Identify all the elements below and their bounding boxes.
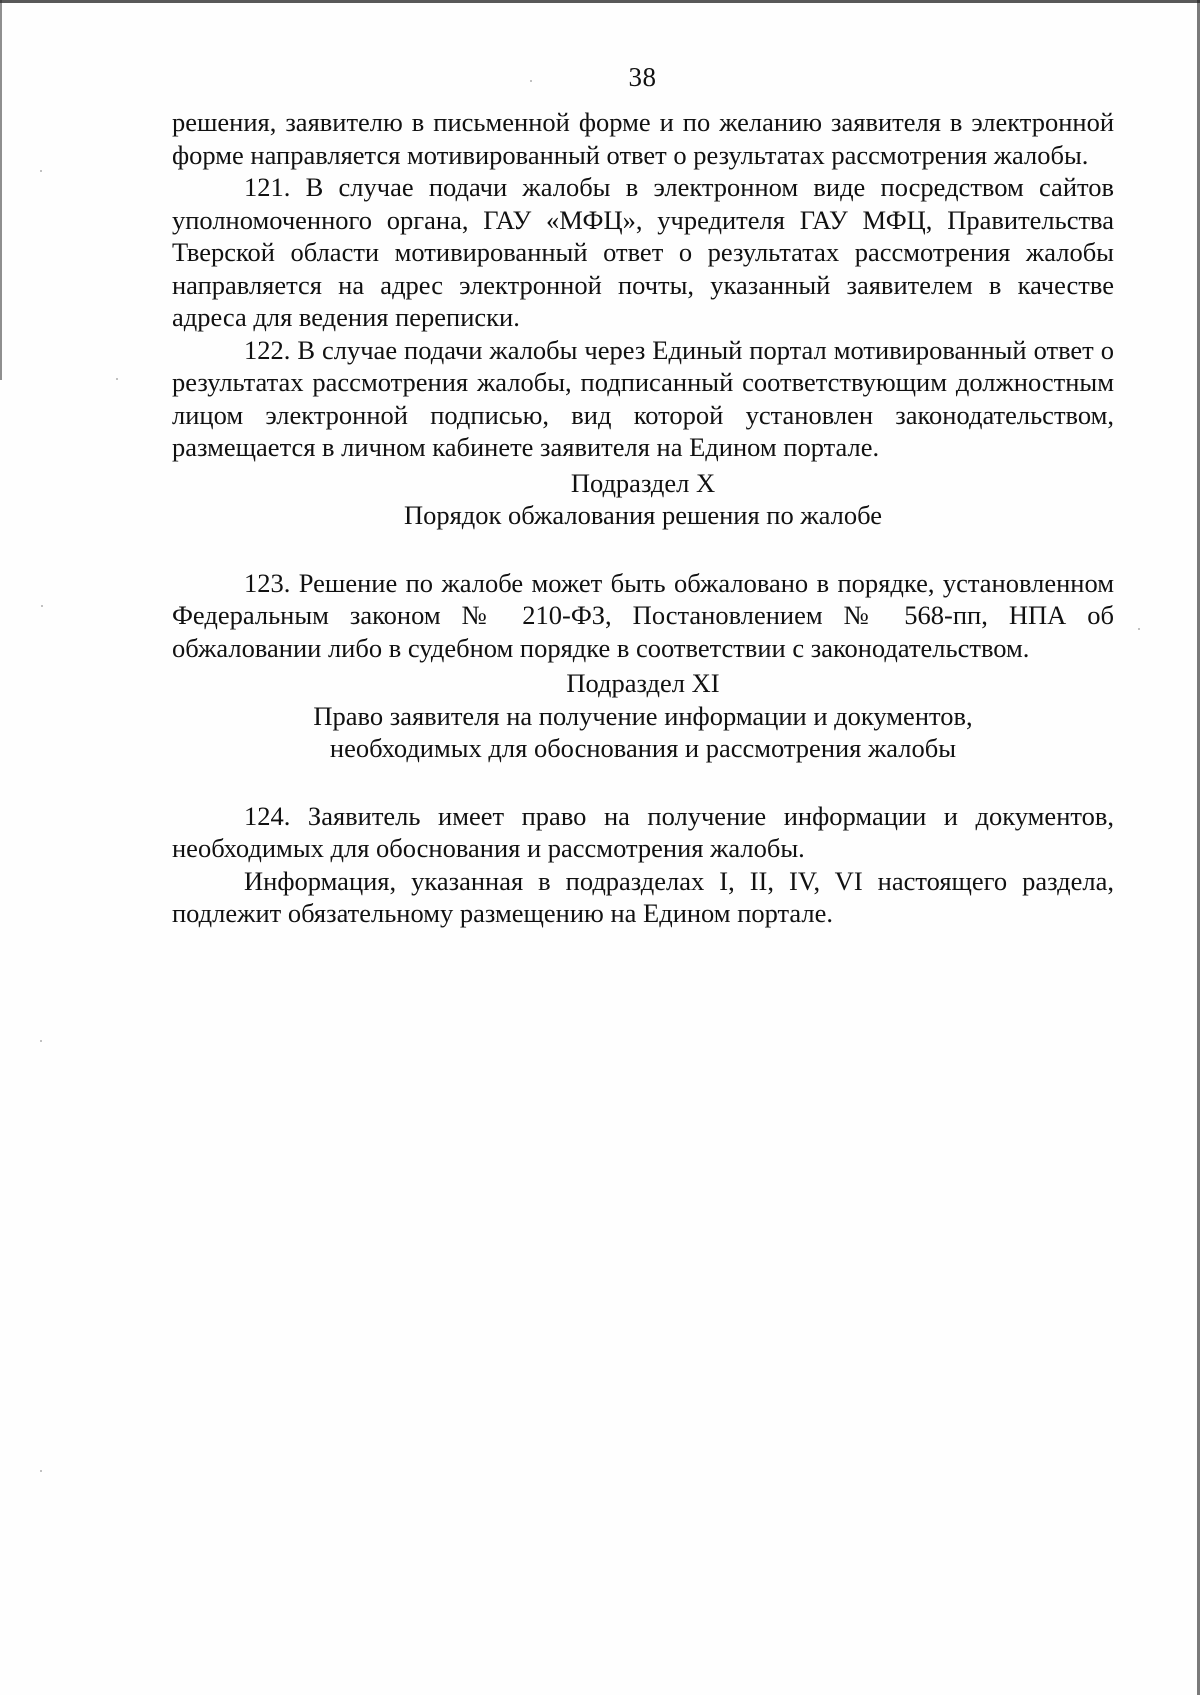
subsection-title: необходимых для обоснования и рассмотрения жалобы bbox=[329, 733, 957, 763]
body-paragraph: 123. Решение по жалобе может быть обжаловано в порядке, установленном Федеральным законом № 210-ФЗ, Постановлением № 568-пп, НПА об обжаловании либо в судебном порядке в соответствии с законодательством. bbox=[172, 567, 1114, 663]
body-paragraph: 124. Заявитель имеет право на получение информации и документов, необходимых для обоснования и рассмотрения жалобы. bbox=[172, 800, 1114, 863]
scan-edge-left bbox=[0, 0, 2, 380]
subsection-number: Подраздел XI bbox=[566, 668, 720, 698]
scan-speck bbox=[41, 605, 43, 607]
document-body bbox=[172, 106, 1114, 930]
subsection-title: Право заявителя на получение информации и документов, bbox=[313, 700, 973, 731]
body-paragraph: 122. В случае подачи жалобы через Единый портал мотивированный ответ о результатах рассмотрения жалобы, подписанный соответствующим должностным лицом электронной подписью, вид которой установлен законодательством, размещается в личном кабинете заявителя на Едином портале. bbox=[172, 334, 1114, 462]
spacer bbox=[172, 532, 1114, 567]
spacer bbox=[172, 765, 1114, 800]
body-paragraph: решения, заявителю в письменной форме и по желанию заявителя в электронной форме направляется мотивированный ответ о результатах рассмотрения жалобы. bbox=[172, 107, 1114, 170]
scan-speck bbox=[1138, 628, 1140, 630]
scan-speck bbox=[40, 170, 42, 172]
scan-edge-top bbox=[0, 0, 1200, 3]
body-paragraph: Информация, указанная в подразделах I, II, IV, VI настоящего раздела, подлежит обязательному размещению на Едином портале. bbox=[172, 865, 1114, 928]
page-number: 38 bbox=[628, 62, 657, 92]
subsection-number: Подраздел X bbox=[570, 467, 716, 498]
scan-speck bbox=[40, 1040, 42, 1042]
scan-speck bbox=[116, 378, 118, 380]
subsection-title: Порядок обжалования решения по жалобе bbox=[403, 500, 883, 530]
body-paragraph: 121. В случае подачи жалобы в электронном виде посредством сайтов уполномоченного органа, ГАУ «МФЦ», учредителя ГАУ МФЦ, Правительства Тверской области мотивированный ответ о результатах рассмотрения жалобы направляется на адрес электронной почты, указанный заявителем в качестве адреса для ведения переписки. bbox=[172, 172, 1114, 332]
scan-speck bbox=[40, 1470, 42, 1472]
